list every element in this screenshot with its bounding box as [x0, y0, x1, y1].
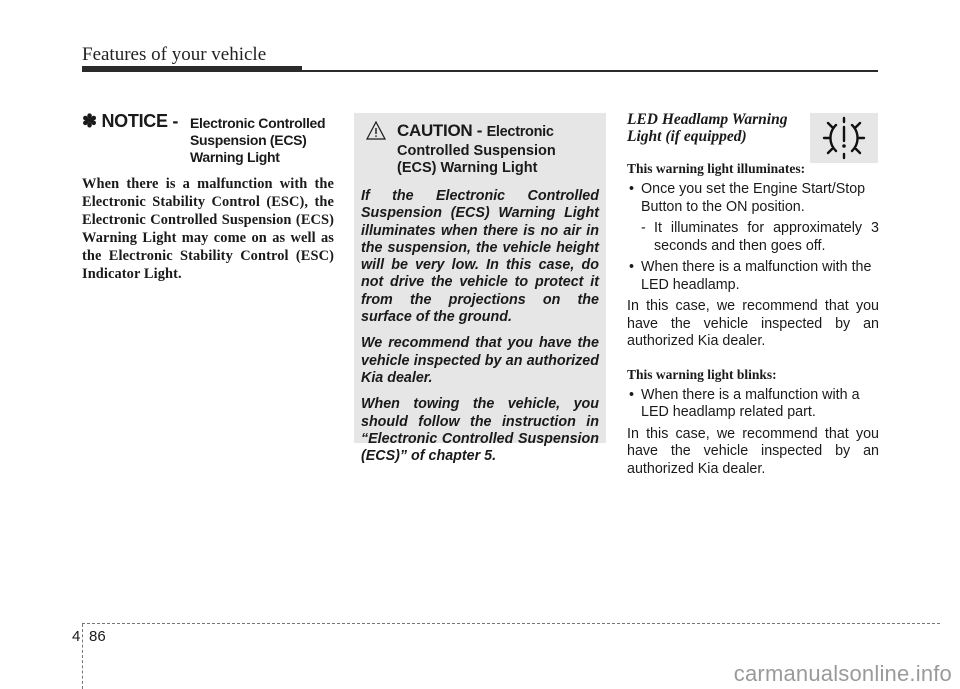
caution-subtitle-line: (ECS) Warning Light — [397, 160, 538, 176]
caution-label — [397, 121, 554, 141]
notice-subtitle-line: Electronic Controlled — [190, 115, 326, 131]
notice-body: When there is a malfunction with the Electronic Stability Control (ESC), the Electronic Controlled Suspension (ECS) Warning Light may come on as well as the Electronic Stability Control (ESC) Indicator Light. — [82, 176, 334, 282]
watermark[interactable]: carmanualsonline.info — [733, 661, 952, 686]
led-title-line: LED Headlamp Warning — [627, 111, 788, 128]
list-item: • Once you set the Engine Start/Stop Button to the ON position. — [627, 181, 879, 216]
blinks-note: In this case, we recommend that you have the vehicle inspected by an authorized Kia dealer. — [627, 425, 879, 477]
chapter-number: 4 — [72, 628, 81, 645]
warning-triangle-icon — [366, 121, 386, 141]
led-title — [627, 111, 807, 145]
caution-header — [361, 121, 599, 181]
caution-paragraph: If the Electronic Controlled Suspension (ECS) Warning Light illuminates when there is no air in the suspension, the vehicle height will be very low. In this case, do not drive the vehicle to protect it from the projections on the surface of the ground. — [361, 188, 599, 326]
list-subitem-text: It illuminates for approximately 3 seconds and then goes off. — [654, 220, 879, 254]
list-item: • When there is a malfunction with a LED headlamp related part. — [627, 387, 879, 422]
list-item: • When there is a malfunction with the LED headlamp. — [627, 259, 879, 294]
notice-subtitle — [190, 115, 325, 166]
illuminates-note: In this case, we recommend that you have the vehicle inspected by an authorized Kia dealer. — [627, 298, 879, 349]
notice-subtitle-line: Warning Light — [190, 149, 280, 165]
blinks-heading: This warning light blinks: — [627, 366, 777, 382]
caution-label-text: CAUTION - — [397, 121, 483, 140]
illuminates-heading: This warning light illuminates: — [627, 161, 806, 176]
led-headlamp-warning-icon — [810, 113, 878, 163]
notice-subtitle-line: Suspension (ECS) — [190, 132, 307, 148]
notice-block — [82, 111, 334, 283]
caution-box — [354, 113, 606, 465]
caution-paragraph: We recommend that you have the vehicle inspected by an authorized Kia dealer. — [361, 335, 599, 386]
header-rule-thin — [82, 70, 878, 72]
footer-rule — [82, 623, 940, 624]
header-rule — [82, 66, 878, 72]
notice-label: ✽ NOTICE - — [82, 111, 179, 131]
caution-subtitle-line: Electronic — [486, 124, 554, 140]
list-subitem: - It illuminates for approximately 3 seconds and then goes off. — [641, 220, 879, 254]
footer-divider — [82, 624, 83, 689]
led-title-line: Light (if equipped) — [627, 128, 747, 145]
page-number: 86 — [89, 628, 106, 645]
section-title: Features of your vehicle — [82, 44, 267, 65]
caution-paragraph: When towing the vehicle, you should follow the instruction in “Electronic Controlled Suspension (ECS)” of chapter 5. — [361, 396, 599, 465]
caution-subtitle-line: Controlled Suspension — [397, 143, 556, 159]
led-section — [627, 111, 879, 478]
caution-subtitle — [397, 143, 556, 177]
notice-header — [82, 111, 334, 167]
